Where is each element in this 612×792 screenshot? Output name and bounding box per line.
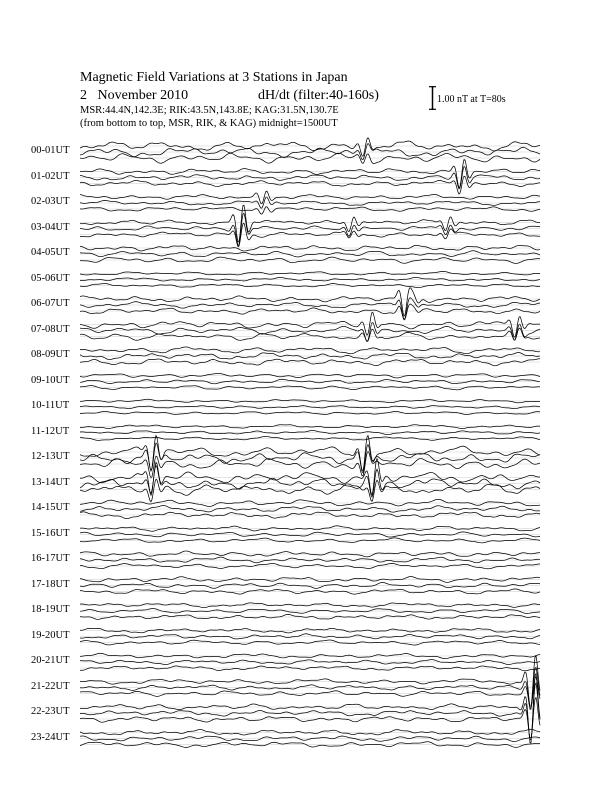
row-label: 18-19UT <box>31 604 70 615</box>
hour-row <box>80 436 540 478</box>
hour-row <box>80 656 540 710</box>
row-label: 17-18UT <box>31 578 70 590</box>
row-label: 22-23UT <box>31 706 70 717</box>
trace-msr <box>80 257 540 263</box>
row-label: 00-01UT <box>31 145 70 156</box>
hour-row <box>80 347 540 366</box>
hour-row <box>80 160 540 194</box>
hour-row <box>80 425 540 441</box>
trace-msr <box>80 479 540 501</box>
stations-line: MSR:44.4N,142.3E; RIK:43.5N,143.8E; KAG:31.5N,130.7E <box>80 105 339 116</box>
trace-msr <box>80 666 540 671</box>
date-day: 2 <box>80 88 87 103</box>
trace-kag <box>80 205 540 242</box>
hour-row <box>80 374 540 390</box>
trace-rik <box>80 213 540 245</box>
row-label: 09-10UT <box>31 374 70 386</box>
trace-kag <box>80 138 540 157</box>
trace-kag <box>80 603 540 608</box>
date-month-year: November 2010 <box>97 88 189 103</box>
trace-kag <box>80 347 540 354</box>
row-label: 13-14UT <box>31 476 70 488</box>
row-label: 01-02UT <box>31 170 70 182</box>
row-label: 03-04UT <box>31 221 70 233</box>
trace-rik <box>80 277 540 281</box>
trace-msr <box>80 512 540 519</box>
row-label: 21-22UT <box>31 680 70 692</box>
trace-rik <box>80 667 540 709</box>
hour-row <box>80 459 540 502</box>
row-label: 20-21UT <box>31 655 70 666</box>
row-label: 05-06UT <box>31 272 70 284</box>
hour-row <box>80 499 540 518</box>
hour-row <box>80 312 540 341</box>
row-label: 19-20UT <box>31 629 70 641</box>
hour-row <box>80 271 540 287</box>
trace-rik <box>80 683 540 740</box>
hour-row <box>80 526 540 543</box>
row-label: 08-09UT <box>31 349 70 360</box>
trace-kag <box>80 271 540 275</box>
row-label: 14-15UT <box>31 502 70 513</box>
hour-row <box>80 191 540 214</box>
row-label: 02-03UT <box>31 196 70 207</box>
order-line: (from bottom to top, MSR, RIK, & KAG) midnight=1500UT <box>80 118 338 129</box>
trace-rik <box>80 736 540 742</box>
trace-kag <box>80 312 540 337</box>
trace-kag <box>80 729 540 735</box>
hour-row <box>80 245 540 263</box>
hour-row <box>80 729 540 747</box>
trace-msr <box>80 207 540 214</box>
trace-msr <box>80 359 540 366</box>
hour-row <box>80 551 540 569</box>
row-label: 10-11UT <box>31 400 70 411</box>
trace-kag <box>80 374 540 378</box>
quantity-label: dH/dt (filter:40-160s) <box>258 88 379 103</box>
row-label: 23-24UT <box>31 731 70 743</box>
hour-row <box>80 628 540 645</box>
row-label: 06-07UT <box>31 298 70 309</box>
hour-row <box>80 138 540 164</box>
row-label: 07-08UT <box>31 323 70 335</box>
row-label: 12-13UT <box>31 451 70 462</box>
hour-row <box>80 577 540 595</box>
row-label: 16-17UT <box>31 553 70 564</box>
row-label: 04-05UT <box>31 247 70 258</box>
trace-msr <box>80 176 540 194</box>
hour-row <box>80 205 540 246</box>
scale-label: 1.00 nT at T=80s <box>437 94 506 105</box>
hour-row <box>80 603 540 619</box>
chart-title: Magnetic Field Variations at 3 Stations in Japan <box>80 70 348 85</box>
row-label: 11-12UT <box>31 425 70 437</box>
hour-row <box>80 653 540 670</box>
hour-row <box>80 399 540 414</box>
row-label: 15-16UT <box>31 527 70 539</box>
trace-msr <box>80 386 540 390</box>
hour-row <box>80 288 540 320</box>
